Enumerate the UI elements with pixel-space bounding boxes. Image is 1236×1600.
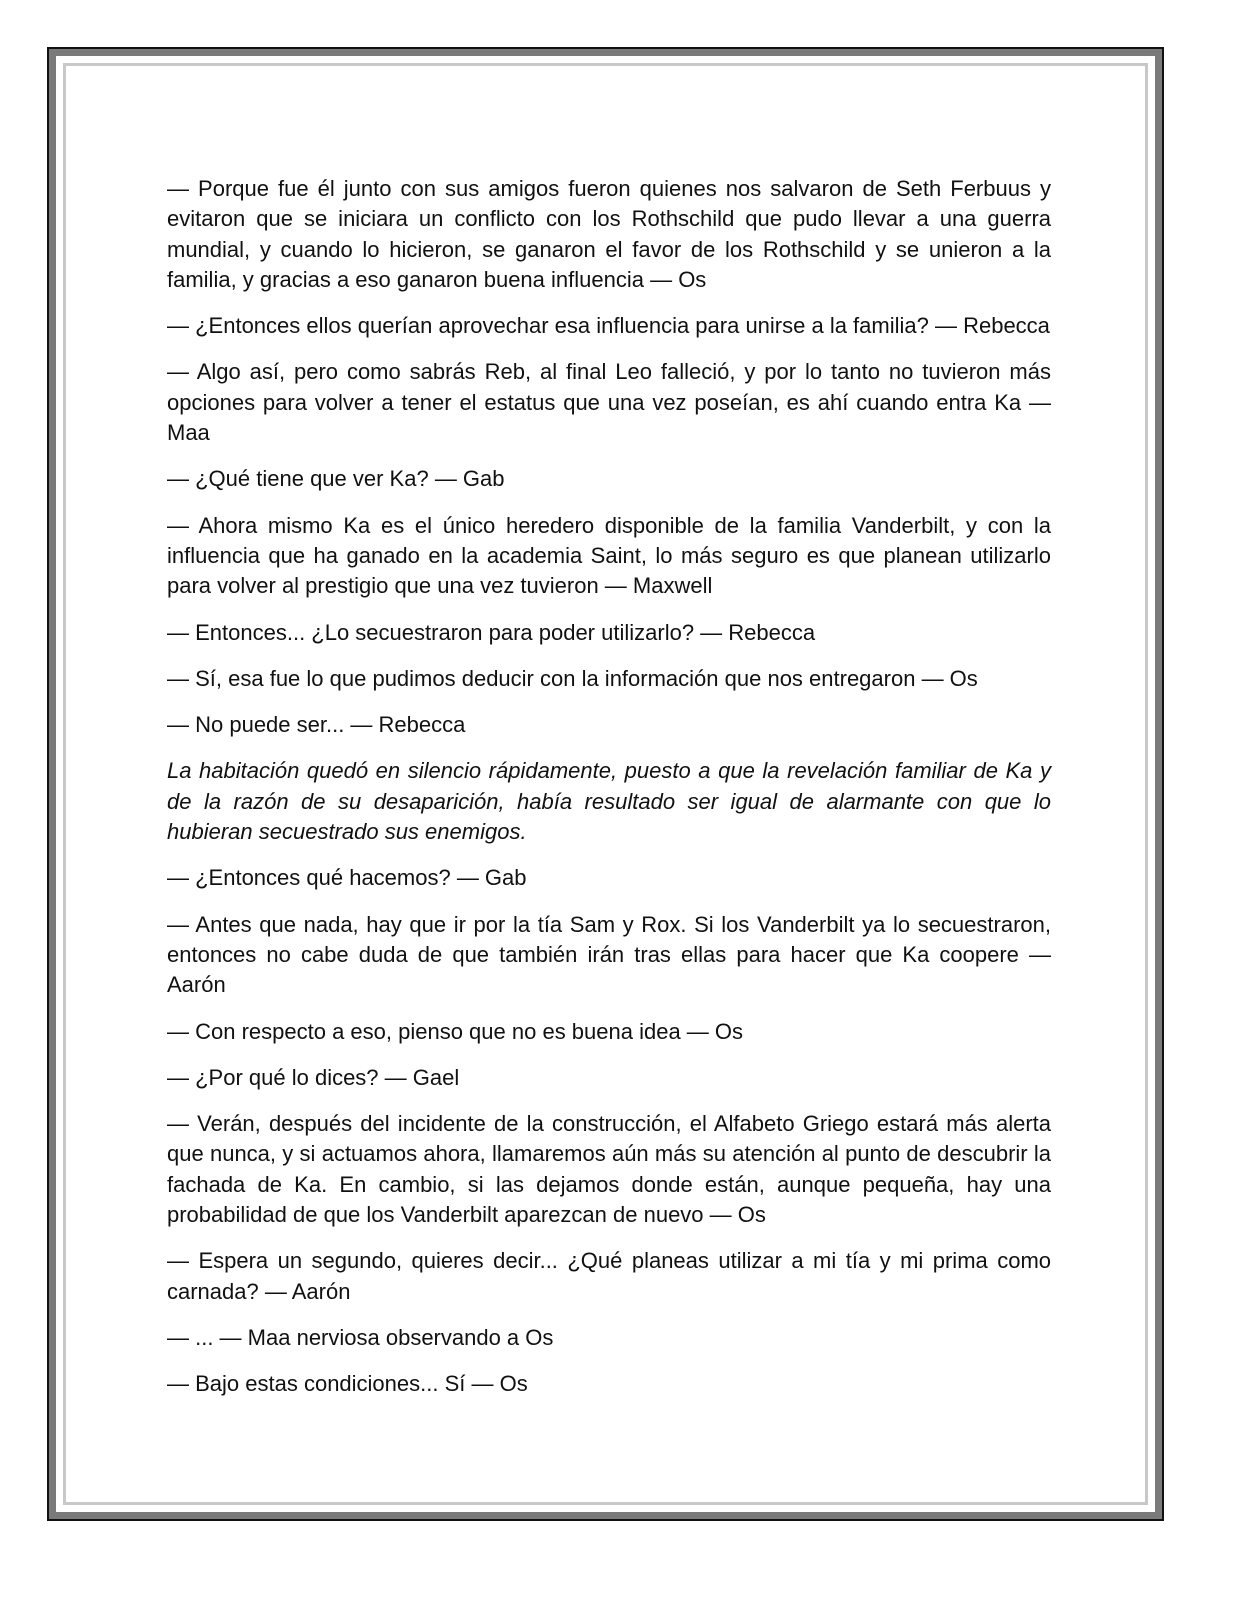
- dialogue-paragraph: — No puede ser... — Rebecca: [167, 712, 466, 738]
- dialogue-paragraph: — Ahora mismo Ka es el único heredero disponible de la familia Vanderbilt, y con la influencia que ha ganado en la academia Saint, lo más seguro es que planean utilizarlo para volver al prestigio que una vez tuvieron — Maxwell: [167, 512, 1051, 599]
- dialogue-paragraph: — Espera un segundo, quieres decir... ¿Qué planeas utilizar a mi tía y mi prima como carnada? — Aarón: [167, 1248, 1051, 1304]
- dialogue-paragraph: — Entonces... ¿Lo secuestraron para poder utilizarlo? — Rebecca: [167, 619, 816, 645]
- dialogue-paragraph: — Porque fue él junto con sus amigos fueron quienes nos salvaron de Seth Ferbuus y evitaron que se iniciara un conflicto con los Rothschild que pudo llevar a una guerra mundial, y cuando lo hicieron, se ganaron el favor de los Rothschild y se unieron a la familia, y gracias a eso ganaron buena influencia — Os: [167, 176, 1051, 292]
- dialogue-paragraph: — ¿Entonces qué hacemos? — Gab: [167, 865, 527, 891]
- dialogue-paragraph: — Verán, después del incidente de la construcción, el Alfabeto Griego estará más alerta que nunca, y si actuamos ahora, llamaremos aún más su atención al punto de descubrir la fachada de Ka. En cambio, si las dejamos donde están, aunque pequeña, hay una probabilidad de que los Vanderbilt aparezcan de nuevo — Os: [167, 1111, 1051, 1228]
- narration-paragraph: La habitación quedó en silencio rápidamente, puesto a que la revelación familiar de Ka y de la razón de su desaparición, había resultado ser igual de alarmante con que lo hubieran secuestrado sus enemigos.: [167, 758, 1051, 845]
- dialogue-paragraph: — ¿Por qué lo dices? — Gael: [167, 1064, 460, 1090]
- dialogue-paragraph: — Bajo estas condiciones... Sí — Os: [167, 1371, 528, 1397]
- dialogue-paragraph: — ¿Qué tiene que ver Ka? — Gab: [167, 466, 505, 492]
- dialogue-paragraph: — Algo así, pero como sabrás Reb, al final Leo falleció, y por lo tanto no tuvieron más opciones para volver a tener el estatus que una vez poseían, es ahí cuando entra Ka — Maa: [167, 359, 1051, 446]
- dialogue-paragraph: — Con respecto a eso, pienso que no es buena idea — Os: [167, 1018, 744, 1044]
- dialogue-paragraph: — ... — Maa nerviosa observando a Os: [167, 1324, 554, 1350]
- dialogue-paragraph: — ¿Entonces ellos querían aprovechar esa influencia para unirse a la familia? — Rebecca: [167, 313, 1050, 339]
- dialogue-paragraph: — Antes que nada, hay que ir por la tía Sam y Rox. Si los Vanderbilt ya lo secuestraron, entonces no cabe duda de que también irán tras ellas para hacer que Ka coopere — Aarón: [167, 911, 1051, 998]
- dialogue-paragraph: — Sí, esa fue lo que pudimos deducir con la información que nos entregaron — Os: [167, 665, 978, 691]
- page-body: [167, 174, 1051, 1416]
